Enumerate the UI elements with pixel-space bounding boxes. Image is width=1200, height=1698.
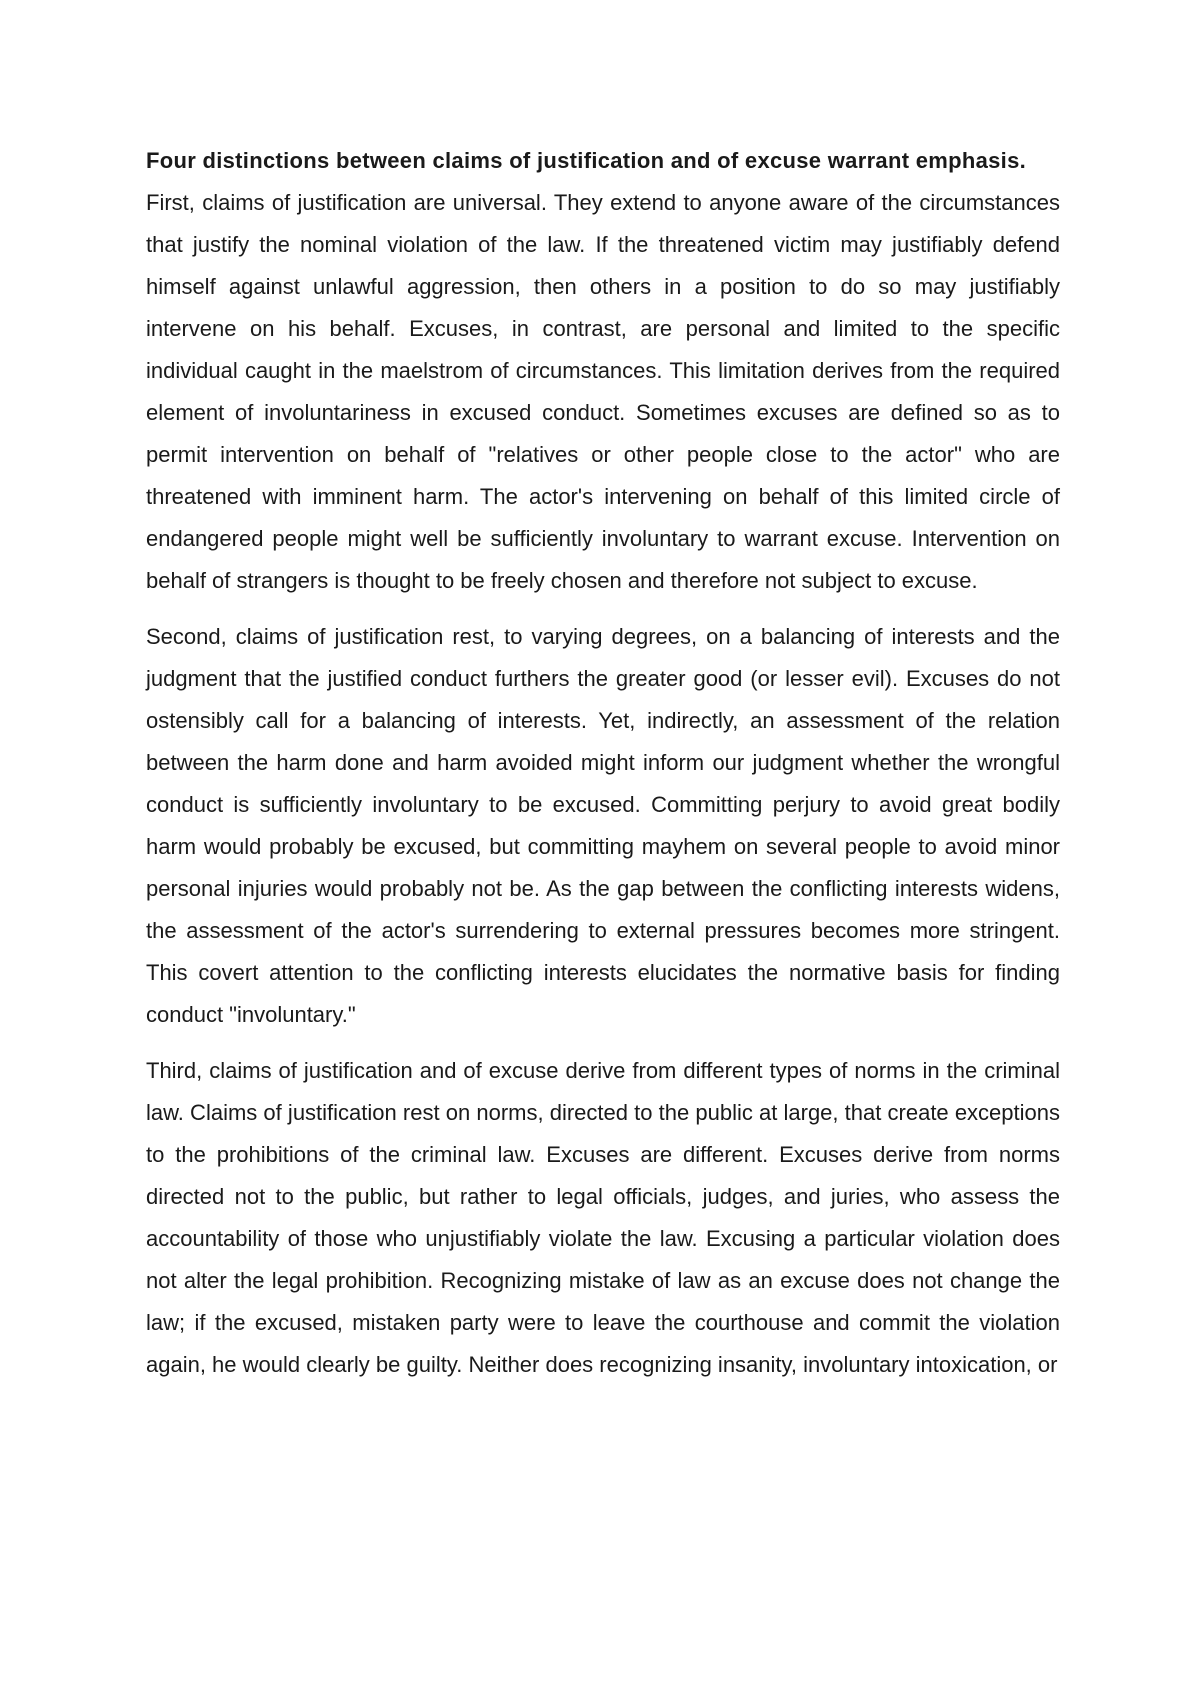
- paragraph-second-distinction: Second, claims of justification rest, to varying degrees, on a balancing of interests and the judgment that the justified conduct furthers the greater good (or lesser evil). Excuses do not ostensibly call for a balancing of interests. Yet, indirectly, an assessment of the relation between the harm done and harm avoided might inform our judgment whether the wrongful conduct is sufficiently involuntary to be excused. Committing perjury to avoid great bodily harm would probably be excused, but committing mayhem on several people to avoid minor personal injuries would probably not be. As the gap between the conflicting interests widens, the assessment of the actor's surrendering to external pressures becomes more stringent. This covert attention to the conflicting interests elucidates the normative basis for finding conduct "involuntary.": [146, 624, 1060, 1027]
- document-page: [146, 140, 1060, 1400]
- paragraph-first-distinction: First, claims of justification are universal. They extend to anyone aware of the circumstances that justify the nominal violation of the law. If the threatened victim may justifiably defend himself against unlawful aggression, then others in a position to do so may justifiably intervene on his behalf. Excuses, in contrast, are personal and limited to the specific individual caught in the maelstrom of circumstances. This limitation derives from the required element of involuntariness in excused conduct. Sometimes excuses are defined so as to permit intervention on behalf of "relatives or other people close to the actor" who are threatened with imminent harm. The actor's intervening on behalf of this limited circle of endangered people might well be sufficiently involuntary to warrant excuse. Intervention on behalf of strangers is thought to be freely chosen and therefore not subject to excuse.: [146, 190, 1060, 593]
- paragraph-third-distinction: Third, claims of justification and of excuse derive from different types of norms in the criminal law. Claims of justification rest on norms, directed to the public at large, that create exceptions to the prohibitions of the criminal law. Excuses are different. Excuses derive from norms directed not to the public, but rather to legal officials, judges, and juries, who assess the accountability of those who unjustifiably violate the law. Excusing a particular violation does not alter the legal prohibition. Recognizing mistake of law as an excuse does not change the law; if the excused, mistaken party were to leave the courthouse and commit the violation again, he would clearly be guilty. Neither does recognizing insanity, involuntary intoxication, or: [146, 1058, 1060, 1377]
- document-heading: Four distinctions between claims of justification and of excuse warrant emphasis.: [146, 148, 1027, 173]
